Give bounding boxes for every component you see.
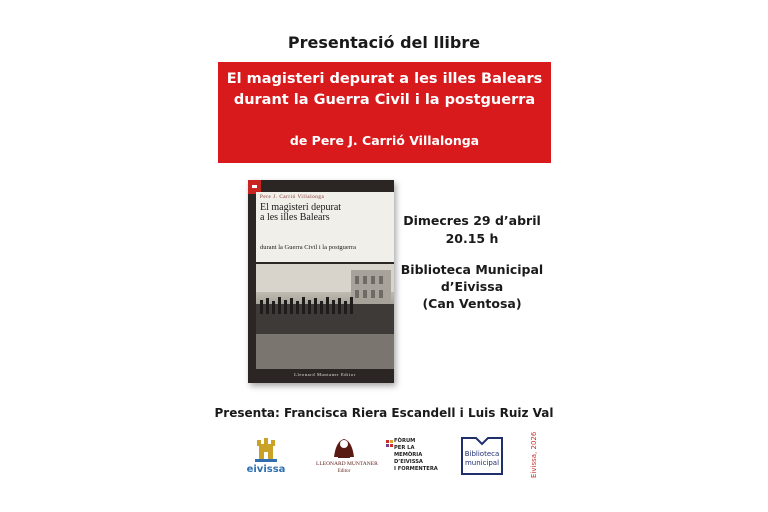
forum-line-4: D’EIVISSA	[394, 459, 423, 465]
event-time: 20.15 h	[445, 231, 499, 246]
forum-line-1: FÒRUM	[394, 438, 416, 444]
publisher-name: LLEONARD MUNTANER	[316, 461, 378, 467]
forum-square-icon	[390, 444, 393, 447]
forum-square-icon	[386, 444, 389, 447]
presenters-line: Presenta: Francisca Riera Escandell i Luis Ruiz Val	[214, 406, 554, 420]
year-tag: Eivissa, 2026	[530, 431, 538, 478]
library-logo-text	[460, 450, 504, 468]
castle-icon	[246, 436, 286, 464]
book-cover-image	[248, 180, 394, 383]
cover-publisher: Lleonard Muntaner Editor	[294, 372, 356, 377]
book-title-line-1: El magisteri depurat a les illes Balears	[226, 71, 543, 87]
book-author: de Pere J. Carrió Villalonga	[289, 133, 480, 148]
forum-line-2: PER LA	[394, 445, 415, 451]
event-venue-line-1: Biblioteca Municipal	[400, 262, 544, 277]
cover-historical-photo	[256, 264, 394, 369]
event-venue-line-2: d’Eivissa	[440, 279, 504, 294]
forum-memoria-logo	[386, 438, 446, 474]
title-banner	[218, 62, 551, 163]
forum-line-3: MEMÒRIA	[394, 452, 423, 458]
crowd-photo-illustration	[256, 264, 394, 369]
cover-title	[260, 203, 390, 223]
book-title-line-2: durant la Guerra Civil i la postguerra	[233, 92, 536, 108]
publisher-emblem-icon	[316, 433, 372, 461]
biblioteca-municipal-logo	[460, 434, 504, 476]
cover-author: Pere J. Carrió Villalonga	[260, 195, 325, 200]
forum-square-icon	[390, 440, 393, 443]
page-title: Presentació del llibre	[287, 33, 481, 52]
library-logo-line-1: Biblioteca	[464, 450, 500, 458]
forum-line-5: I FORMENTERA	[394, 466, 438, 472]
eivissa-wordmark: eivissa	[246, 464, 286, 475]
eivissa-logo	[246, 436, 286, 476]
cover-title-line-2: a les illes Balears	[260, 212, 330, 223]
publisher-sub: Editor	[337, 469, 351, 474]
cover-subtitle: durant la Guerra Civil i la postguerra	[260, 244, 357, 251]
forum-square-icon	[386, 440, 389, 443]
lleonard-muntaner-logo	[316, 433, 378, 477]
library-logo-line-2: municipal	[464, 459, 500, 467]
event-date: Dimecres 29 d’abril	[403, 213, 541, 228]
cover-title-line-1: El magisteri depurat	[260, 202, 342, 213]
event-venue-line-3: (Can Ventosa)	[422, 296, 522, 311]
